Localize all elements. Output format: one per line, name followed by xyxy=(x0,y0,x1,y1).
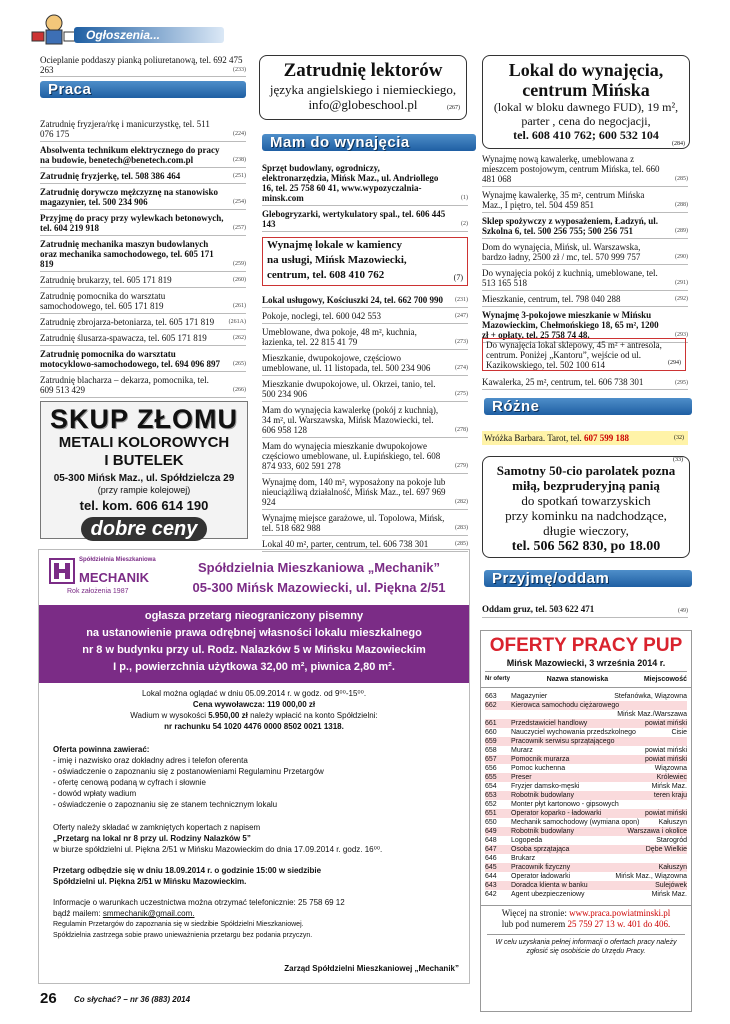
offer-item: - oświadczenie o zapoznaniu się ze stanem technicznym lokalu xyxy=(53,800,278,809)
pup-row xyxy=(485,872,687,881)
lokal-line2: parter , cena do negocjacji, xyxy=(521,114,651,128)
pup-name: Doradca klienta w banku xyxy=(511,882,588,889)
ad-number: (224) xyxy=(233,131,246,137)
lokal-centrum-ad xyxy=(482,55,690,149)
pup-row xyxy=(485,818,687,827)
ad-number: (279) xyxy=(455,463,468,469)
ad-text: Wynajmę dom, 140 m², wyposażony na pokoje lub nieuciążliwą działalność, Mińsk Maz., tel. 697 969 924 xyxy=(262,477,446,507)
issue-info: Co słychać? – nr 36 (883) 2014 xyxy=(74,995,191,1004)
pup-num: 659 xyxy=(485,738,497,745)
ad-text: Wynajmę nową kawalerkę, umeblowana z mieszcem postojowym, centrum Mińska, tel. 660 481 068 xyxy=(482,154,660,184)
mechanik-title1: Spółdzielnia Mieszkaniowa „Mechanik” xyxy=(197,560,440,575)
ad-number: (273) xyxy=(455,339,468,345)
pup-name: Logopeda xyxy=(511,837,543,844)
skup-line1: METALI KOLOROWYCH xyxy=(58,434,230,451)
classified-ad xyxy=(40,144,246,168)
pup-row xyxy=(485,701,687,710)
samotny-phone: tel. 506 562 830, po 18.00 xyxy=(511,539,661,554)
ad-text: Sklep spożywczy z wyposażeniem, Ładzyń, ul. Szkolna 6, tel. 500 256 755; 500 256 751 xyxy=(482,216,659,236)
wrozka-text: Wróżka Barbara. Tarot, tel. xyxy=(484,433,582,443)
classified-ad xyxy=(482,293,688,307)
classified-ad xyxy=(482,189,688,213)
classified-ad xyxy=(40,238,246,272)
pup-name: Operator ładowarki xyxy=(511,873,571,880)
wynajem-header: Mam do wynajęcia xyxy=(262,134,476,151)
lektor-ad xyxy=(259,55,467,120)
ad-text: Mieszkanie dwupokojowe, ul. Okrzei, tanio, tel. 500 234 906 xyxy=(262,379,436,399)
pup-place: Mińsk Maz. xyxy=(651,891,687,898)
ad-text: Mieszkanie, centrum, tel. 798 040 288 xyxy=(482,294,621,304)
pup-place: Królewiec xyxy=(656,774,687,781)
boxed-sklep-ad xyxy=(482,338,686,371)
mechanik-offer: Oferta powinna zawierać: - imię i nazwisko oraz dokładny adres i telefon oferenta - oświadczenie o zapoznaniu się z postanowieniami Regulaminu Przetargów - ofertę cenową podaną w cyfrach i słownie - dowód wpłaty wadium - oświadczenie o zapoznaniu się ze stanem technicznym lokalu xyxy=(53,744,463,810)
pup-name: Murarz xyxy=(511,747,533,754)
praca-header: Praca xyxy=(40,81,246,98)
boxed-lokale-num: (7) xyxy=(453,273,463,282)
ad-number: (260) xyxy=(233,277,246,283)
classified-ad xyxy=(262,326,468,350)
pup-place: Cisie xyxy=(671,729,687,736)
pup-row xyxy=(485,836,687,845)
classified-ad xyxy=(40,212,246,236)
pup-place: Mińsk Maz., Wiązowna xyxy=(615,873,687,880)
pup-num: 662 xyxy=(485,702,497,709)
pup-num: 660 xyxy=(485,729,497,736)
classified-ad xyxy=(262,162,468,206)
pup-place: powiat miński xyxy=(644,810,687,817)
praca-list xyxy=(40,118,246,400)
ad-text: Pokoje, noclegi, tel. 600 042 553 xyxy=(262,311,381,321)
pup-num: 658 xyxy=(485,747,497,754)
mechanik-kopertach: Oferty należy składać w zamkniętych kopertach z napisem „Przetarg na lokal nr 8 przy ul. Rodziny Nalazków 5” w biurze spółdzielni ul. Piękna 2/51 w Mińsku Mazowieckim do dnia 17.09.2014 r. godz. 16⁰⁰. xyxy=(53,823,383,854)
ad-number: (275) xyxy=(455,391,468,397)
pup-row xyxy=(485,782,687,791)
ad-number: (292) xyxy=(675,296,688,302)
ad-number: (259) xyxy=(233,261,246,267)
ad-text: Zatrudnię pomocnika do warsztatu motocyklowo-samochodowego, tel. 694 096 897 xyxy=(40,349,220,369)
pup-num: 656 xyxy=(485,765,497,772)
pup-place: Kałuszyn xyxy=(658,819,687,826)
offer-item: - oświadczenie o zapoznaniu się z postanowieniami Regulaminu Przetargów xyxy=(53,767,324,776)
ad-text: Zatrudnię dorywczo mężczyznę na stanowisko magazynier, tel. 500 234 906 xyxy=(40,187,218,207)
samotny-line5: długie wieczory, xyxy=(543,523,629,538)
lokal-line1: (lokal w bloku dawnego FUD), 19 m², xyxy=(493,100,679,114)
ad-text: Lokal 40 m², parter, centrum, tel. 606 738 301 xyxy=(262,539,429,549)
ad-text: Mieszkanie, dwupokojowe, częściowo umeblowane, ul. 11 listopada, tel. 500 234 906 xyxy=(262,353,431,373)
ad-number: (261) xyxy=(233,303,246,309)
classified-ad xyxy=(40,374,246,398)
oddam-ad: Oddam gruz, tel. 503 622 471 (49) xyxy=(482,604,688,618)
samotny-line2: miłą, bezpruderyjną panią xyxy=(512,478,660,493)
pup-row xyxy=(485,845,687,854)
skup-slogan: dobre ceny xyxy=(81,517,208,541)
pup-name: Brukarz xyxy=(511,855,536,862)
pup-more-link[interactable]: www.praca.powiatminski.pl xyxy=(569,908,671,918)
ad-text: Zatrudnię fryzjerkę, tel. 508 386 464 xyxy=(40,171,181,181)
ad-number: (285) xyxy=(455,541,468,547)
boxed-lokale-line1: Wynajmę lokale w kamiency xyxy=(267,239,402,251)
lokal-title2: centrum Mińska xyxy=(522,80,650,100)
pup-table-header: Nr oferty Nazwa stanowiska Miejscowość xyxy=(481,672,691,688)
skup-line2: I BUTELEK xyxy=(104,452,184,469)
lektor-line1: języka angielskiego i niemieckiego, xyxy=(269,82,457,97)
pup-name: Preser xyxy=(511,774,532,781)
pup-box xyxy=(480,630,692,1012)
ad-number: (266) xyxy=(233,387,246,393)
classified-ad xyxy=(40,118,246,142)
pup-num: 649 xyxy=(485,828,497,835)
classified-ad xyxy=(482,267,688,291)
pup-num: 650 xyxy=(485,819,497,826)
offer-item: - ofertę cenową podaną w cyfrach i słownie xyxy=(53,778,206,787)
right-wynajem-list xyxy=(482,153,688,345)
ad-text: Umeblowane, dwa pokoje, 48 m², kuchnia, łazienka, tel. 22 815 41 79 xyxy=(262,327,417,347)
pup-name: Pracownik fizyczny xyxy=(511,864,571,871)
classified-ad xyxy=(262,378,468,402)
ad-text: Wynajmę 3-pokojowe mieszkanie w Mińsku Mazowieckim, Chełmońskiego 18, 65 m², 1200 zł + opłaty, tel. 25 758 74 48. xyxy=(482,310,659,340)
pup-name: Pomocnik murarza xyxy=(511,756,570,763)
pup-num: 663 xyxy=(485,693,497,700)
mechanik-ad xyxy=(38,549,470,984)
ad-number: (278) xyxy=(455,427,468,433)
classified-ad xyxy=(262,310,468,324)
pup-name: Osoba sprzątająca xyxy=(511,846,570,853)
pup-row xyxy=(485,854,687,863)
pup-num xyxy=(485,710,511,719)
pup-row xyxy=(485,800,687,809)
classified-ad xyxy=(40,186,246,210)
offer-item: - dowód wpłaty wadium xyxy=(53,789,137,798)
ad-number: (283) xyxy=(455,525,468,531)
samotny-ad xyxy=(482,456,690,558)
classified-ad xyxy=(40,290,246,314)
boxed-lokale-line2: na usługi, Mińsk Mazowiecki, xyxy=(267,254,407,266)
kawalerka-ad: Kawalerka, 25 m², centrum, tel. 606 738 301 (295) xyxy=(482,377,688,390)
samotny-num: (33) xyxy=(673,457,683,463)
classified-ad xyxy=(262,440,468,474)
pup-place: powiat miński xyxy=(644,756,687,763)
pup-row xyxy=(485,827,687,836)
ad-number: (257) xyxy=(233,225,246,231)
pup-name xyxy=(511,710,617,719)
pup-num: 645 xyxy=(485,864,497,871)
pup-num: 653 xyxy=(485,792,497,799)
pup-row xyxy=(485,746,687,755)
ad-text: Zatrudnię mechanika maszyn budowlanych oraz mechanika samochodowego, tel. 605 171 819 xyxy=(40,239,214,269)
pup-num: 657 xyxy=(485,756,497,763)
pup-name: Robotnik budowlany xyxy=(511,792,575,799)
mechanik-sign: Zarząd Spółdzielni Mieszkaniowej „Mechanik” xyxy=(284,964,459,973)
pup-row xyxy=(485,737,687,746)
ad-number: (231) xyxy=(455,297,468,303)
ad-number: (282) xyxy=(455,499,468,505)
pup-num: 643 xyxy=(485,882,497,889)
ad-number: (289) xyxy=(675,228,688,234)
pup-row xyxy=(485,764,687,773)
ad-number: (238) xyxy=(233,157,246,163)
ad-text: Wynajmę kawalerkę, 35 m², centrum Mińska Maz., I piętro, tel. 504 459 851 xyxy=(482,190,645,210)
pup-row xyxy=(485,710,687,719)
boxed-sklep-text: Do wynajęcia lokal sklepowy, 45 m² + antresola, centrum. Poniżej „Kantoru”, wejście od ul. Kazikowskiego, tel. 502 100 614 xyxy=(486,340,662,370)
classified-ad xyxy=(40,316,246,330)
pup-row xyxy=(485,791,687,800)
pup-more-phone: 25 759 27 13 w. 401 do 406. xyxy=(567,919,671,929)
pup-place: Mińsk Maz. xyxy=(651,783,687,790)
section-title: Ogłoszenia... xyxy=(86,28,161,42)
pup-name: Agent ubezpieczeniowy xyxy=(511,891,585,898)
classified-ad xyxy=(262,352,468,376)
pup-name: Pomoc kuchenna xyxy=(511,765,566,772)
ad-text: Zatrudnię brukarzy, tel. 605 171 819 xyxy=(40,275,172,285)
pup-row xyxy=(485,881,687,890)
pup-title: OFERTY PRACY PUP xyxy=(489,635,683,656)
lektor-num: (267) xyxy=(447,105,460,111)
ad-number: (288) xyxy=(675,202,688,208)
pup-row xyxy=(485,728,687,737)
pup-name: Monter płyt kartonowo - gipsowych xyxy=(511,801,619,808)
classified-ad xyxy=(262,404,468,438)
pup-name: Przedstawiciel handlowy xyxy=(511,720,588,727)
pup-place: powiat miński xyxy=(644,720,687,727)
ad-number: (291) xyxy=(675,280,688,286)
page-number: 26 xyxy=(40,990,57,1007)
pup-row xyxy=(485,719,687,728)
ad-text: Zatrudnię ślusarza-spawacza, tel. 605 171 819 xyxy=(40,333,207,343)
skup-zlomu-ad xyxy=(40,401,248,539)
pup-row xyxy=(485,755,687,764)
pup-subtitle: Mińsk Mazowiecki, 3 września 2014 r. xyxy=(485,657,687,672)
pup-num: 647 xyxy=(485,846,497,853)
wrozka-num: (32) xyxy=(674,435,684,441)
pup-num: 652 xyxy=(485,801,497,808)
pup-place: Kałuszyn xyxy=(658,864,687,871)
pup-place: Dębe Wielkie xyxy=(645,846,687,853)
pup-place: Warszawa i okolice xyxy=(627,828,687,835)
pup-row xyxy=(485,890,687,899)
pup-num: 648 xyxy=(485,837,497,844)
lokal-num: (284) xyxy=(672,141,685,147)
ad-text: Zatrudnię zbrojarza-betoniarza, tel. 605 171 819 xyxy=(40,317,215,327)
pup-place: powiat miński xyxy=(644,747,687,754)
pup-name: Kierowca samochodu ciężarowego xyxy=(511,702,620,709)
ad-text: Mam do wynajęcia kawalerkę (pokój z kuchnią), 34 m², ul. Warszawska, Mińsk Mazowiecki, tel. 606 958 128 xyxy=(262,405,439,435)
mechanik-przetarg: Przetarg odbędzie się w dniu 18.09.2014 r. o godzinie 15:00 w siedzibie Spółdzielni ul. Piękna 2/51 w Mińsku Mazowieckim. xyxy=(53,866,322,886)
pup-place: teren kraju xyxy=(653,792,687,799)
ad-number: (274) xyxy=(455,365,468,371)
skup-phone: tel. kom. 606 614 190 xyxy=(79,498,209,513)
ad-text: Sprzęt budowlany, ogrodniczy, elektronarzędzia, Mińsk Maz., ul. Andriollego 16, tel. 25 758 60 41, www.wypozyczalnia-minsk.com xyxy=(262,163,439,203)
mechanik-title2: 05-300 Mińsk Mazowiecki, ul. Piękna 2/51 xyxy=(192,580,446,595)
pup-num: 654 xyxy=(485,783,497,790)
classified-ad xyxy=(40,332,246,346)
ad-number: (290) xyxy=(675,254,688,260)
mascot-logo xyxy=(30,12,78,46)
classified-ad xyxy=(262,476,468,510)
lokal-title1: Lokal do wynajęcia, xyxy=(508,60,664,80)
ad-number: (1) xyxy=(461,195,468,201)
ad-number: (261A) xyxy=(228,319,246,325)
wynajem-top-list xyxy=(262,162,468,234)
ad-number: (265) xyxy=(233,361,246,367)
boxed-sklep-num: (294) xyxy=(668,360,681,366)
intro-ad: Ocieplanie poddaszy pianką poliuretanową, tel. 692 475 263 (233) xyxy=(40,55,246,75)
skup-title: SKUP ZŁOMU xyxy=(49,404,238,434)
boxed-lokale-ad xyxy=(262,237,468,286)
ad-text: Zatrudnię blacharza – dekarza, pomocnika, tel. 609 513 429 xyxy=(40,375,209,395)
pup-num: 651 xyxy=(485,810,497,817)
pup-row xyxy=(485,773,687,782)
mechanik-logo: Spółdzielnia Mieszkaniowa MECHANIK Rok założenia 1987 xyxy=(45,554,159,602)
pup-place: Sulejówek xyxy=(655,882,687,889)
ad-text: Absolwenta technikum elektrycznego do pracy na budowie, benetech@benetech.com.pl xyxy=(40,145,220,165)
pup-name: Pracownik serwisu sprzątającego xyxy=(511,738,615,745)
pup-name: Magazynier xyxy=(511,693,548,700)
pup-name: Operator koparko - ładowarki xyxy=(511,810,602,817)
pup-num: 644 xyxy=(485,873,497,880)
wrozka-phone: 607 599 188 xyxy=(584,433,630,443)
rozne-header: Różne xyxy=(484,398,692,415)
mechanik-info: Lokal można oglądać w dniu 05.09.2014 r. w godz. od 9⁰⁰-15⁰⁰. Cena wywoławcza: 119 000,00 zł Wadium w wysokości 5.950,00 zł należy wpłacić na konto Spółdzielni: nr rachunku 54 1020 4476 0000 8502 0021 1318. xyxy=(130,689,378,731)
mechanik-kontakt: Informacje o warunkach uczestnictwa można otrzymać telefonicznie: 25 758 69 12 bądź mailem: smmechanik@gmail.com. Regulamin Przetargów do zapoznania się w siedzibie Spółdzielni Mieszkaniowej. Spółdzielnia zastrzega sobie prawo unieważnienia przetargu bez podania przyczyn. xyxy=(53,898,345,939)
classified-ad xyxy=(262,294,468,308)
pup-row xyxy=(485,809,687,818)
samotny-line1: Samotny 50-cio parolatek pozna xyxy=(496,463,676,478)
ad-text: Przyjmę do pracy przy wylewkach betonowych, tel. 604 219 918 xyxy=(40,213,224,233)
section-header-bar xyxy=(74,27,224,43)
classified-ad xyxy=(262,512,468,536)
pup-num: 646 xyxy=(485,855,497,862)
classified-ad xyxy=(40,348,246,372)
pup-more: Więcej na stronie: www.praca.powiatminski.pl lub pod numerem 25 759 27 13 w. 401 do 406. xyxy=(481,905,691,930)
wynajem-list xyxy=(262,294,468,554)
pup-table xyxy=(481,688,691,899)
lektor-email: info@globeschool.pl xyxy=(308,97,418,112)
pup-footer: W celu uzyskania pełnej informacji o ofertach pracy należy zgłosić się osobiście do Urzędu Pracy. xyxy=(487,934,685,956)
lektor-title: Zatrudnię lektorów xyxy=(283,60,443,81)
boxed-lokale-line3: centrum, tel. 608 410 762 xyxy=(267,269,385,281)
ad-number: (285) xyxy=(675,176,688,182)
mechanik-banner: ogłasza przetarg nieograniczony pisemny na ustanowienie prawa odrębnej własności lokalu mieszkalnego nr 8 w budynku przy ul. Rodz. Nalazków 5 w Mińsku Mazowieckim I p., powierzchnia użytkowa 32,00 m², piwnica 2,80 m². xyxy=(39,605,469,683)
classified-ad xyxy=(482,241,688,265)
ad-text: Lokal usługowy, Kościuszki 24, tel. 662 700 990 xyxy=(262,295,444,305)
offer-item: - imię i nazwisko oraz dokładny adres i telefon oferenta xyxy=(53,756,248,765)
classified-ad xyxy=(40,274,246,288)
classified-ad xyxy=(482,153,688,187)
skup-note: (przy rampie kolejowej) xyxy=(97,485,191,495)
ad-text: Wynajmę miejsce garażowe, ul. Topolowa, Mińsk, tel. 518 682 988 xyxy=(262,513,445,533)
pup-name: Nauczyciel wychowania przedszkolnego xyxy=(511,729,636,736)
pup-name: Mechanik samochodowy (wymiana opon) xyxy=(511,819,640,826)
wrozka-ad xyxy=(482,431,688,445)
classified-ad xyxy=(40,170,246,184)
ad-text: Glebogryzarki, wertykulatory spal., tel. 606 445 143 xyxy=(262,209,446,229)
ad-number: (251) xyxy=(233,173,246,179)
ad-text: Mam do wynajęcia mieszkanie dwupokojowe częściowo umeblowane, ul. Łupińskiego, tel. 608 874 933, 602 591 278 xyxy=(262,441,441,471)
ad-text: Do wynajęcia pokój z kuchnią, umeblowane, tel. 513 165 518 xyxy=(482,268,658,288)
ad-text: Zatrudnię fryzjera/rkę i manicurzystkę, tel. 511 076 175 xyxy=(40,119,210,139)
classified-ad xyxy=(262,208,468,232)
ad-number: (2) xyxy=(461,221,468,227)
pup-place: Wiązowna xyxy=(654,765,687,772)
pup-row xyxy=(485,863,687,872)
ad-text: Zatrudnię pomocnika do warsztatu samochodowego, tel. 605 171 819 xyxy=(40,291,166,311)
ad-number: (293) xyxy=(675,332,688,338)
pup-num: 655 xyxy=(485,774,497,781)
pup-num: 642 xyxy=(485,891,497,898)
ad-number: (254) xyxy=(233,199,246,205)
pup-num: 661 xyxy=(485,720,497,727)
ad-number: (247) xyxy=(455,313,468,319)
przyjme-header: Przyjmę/oddam xyxy=(484,570,692,587)
samotny-line3: do spotkań towarzyskich xyxy=(521,493,651,508)
mechanik-email-link[interactable]: smmechanik@gmail.com. xyxy=(102,909,195,918)
classified-ad xyxy=(482,215,688,239)
samotny-line4: przy kominku na nadchodzące, xyxy=(505,508,667,523)
ad-number: (262) xyxy=(233,335,246,341)
pup-row xyxy=(485,692,687,701)
pup-place: Mińsk Maz./Warszawa xyxy=(617,711,687,718)
pup-name: Fryzjer damsko-męski xyxy=(511,783,580,790)
pup-name: Robotnik budowlany xyxy=(511,828,575,835)
ad-text: Dom do wynajęcia, Mińsk, ul. Warszawska, bardzo ładny, 2500 zł / mc, tel. 570 999 757 xyxy=(482,242,641,262)
pup-place: Stefanówka, Wiązowna xyxy=(614,693,687,700)
pup-place: Starogród xyxy=(656,837,687,844)
skup-address: 05-300 Mińsk Maz., ul. Spółdzielcza 29 xyxy=(53,473,235,484)
lokal-phone: tel. 608 410 762; 600 532 104 xyxy=(513,128,659,142)
